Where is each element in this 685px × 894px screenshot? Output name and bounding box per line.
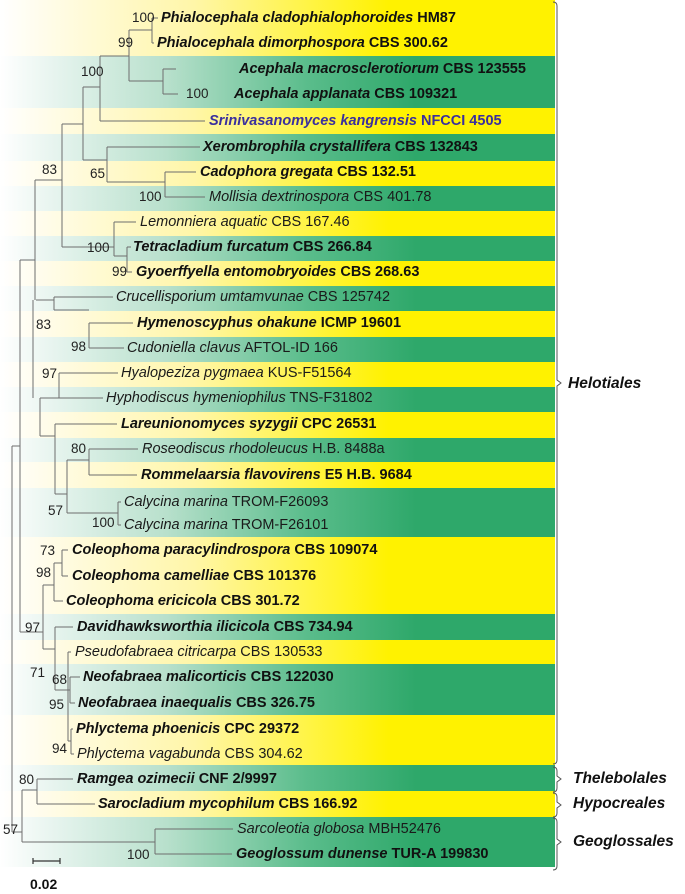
support-value: 71 bbox=[30, 665, 46, 680]
strain-id: CBS 268.63 bbox=[336, 264, 420, 280]
taxon-label bbox=[72, 567, 316, 585]
support-value: 97 bbox=[42, 366, 58, 381]
support-value: 100 bbox=[81, 64, 104, 79]
species-name: Acephala applanata bbox=[234, 86, 371, 102]
taxon-label bbox=[121, 364, 352, 382]
species-name: Lareunionomyces syzygii bbox=[121, 416, 298, 432]
taxon-label bbox=[116, 288, 390, 306]
strain-id: KUS-F51564 bbox=[263, 365, 352, 381]
support-value: 100 bbox=[127, 847, 150, 862]
species-name: Srinivasanomyces kangrensis bbox=[209, 113, 417, 129]
order-label-hypocreales: Hypocreales bbox=[573, 795, 666, 812]
species-name: Phialocephala cladophialophoroides bbox=[161, 10, 414, 26]
taxon-label bbox=[161, 9, 456, 27]
species-name: Phlyctema phoenicis bbox=[76, 721, 221, 737]
taxon-label bbox=[141, 466, 412, 484]
strain-id: NFCCI 4505 bbox=[416, 113, 502, 129]
species-name: Hyalopeziza pygmaea bbox=[121, 365, 264, 381]
strain-id: CBS 122030 bbox=[246, 669, 334, 685]
scale-bar-label: 0.02 bbox=[30, 876, 58, 892]
taxon-label bbox=[98, 795, 358, 813]
species-name: Phialocephala dimorphospora bbox=[157, 35, 365, 51]
taxon-label bbox=[124, 516, 328, 534]
strain-id: CBS 326.75 bbox=[231, 695, 315, 711]
support-value: 57 bbox=[48, 503, 64, 518]
support-value: 83 bbox=[36, 317, 52, 332]
support-value: 80 bbox=[19, 772, 35, 787]
order-label-geoglossales: Geoglossales bbox=[573, 833, 674, 850]
strain-id: CBS 304.62 bbox=[220, 746, 303, 762]
species-name: Hyphodiscus hymeniophilus bbox=[106, 390, 286, 406]
support-value: 57 bbox=[3, 822, 19, 837]
species-name: Geoglossum dunense bbox=[236, 846, 388, 862]
support-value: 100 bbox=[132, 10, 155, 25]
support-value: 100 bbox=[87, 240, 110, 255]
taxon-label bbox=[66, 592, 300, 610]
species-name: Calycina marina bbox=[124, 494, 228, 510]
species-name: Crucellisporium umtamvunae bbox=[116, 289, 304, 305]
species-name: Ramgea ozimecii bbox=[77, 771, 195, 787]
species-name: Hymenoscyphus ohakune bbox=[137, 315, 317, 331]
order-bracket bbox=[553, 818, 561, 870]
order-bracket bbox=[553, 793, 561, 817]
strain-id: CBS 166.92 bbox=[274, 796, 358, 812]
taxon-label bbox=[83, 668, 334, 686]
species-name: Cudoniella clavus bbox=[127, 340, 241, 356]
species-name: Neofabraea malicorticis bbox=[83, 669, 247, 685]
strain-id: CBS 167.46 bbox=[267, 214, 350, 230]
species-name: Mollisia dextrinospora bbox=[209, 189, 350, 205]
taxon-label bbox=[142, 440, 385, 458]
order-label-thelebolales: Thelebolales bbox=[573, 770, 667, 787]
strain-id: TROM-F26101 bbox=[227, 517, 329, 533]
support-value: 98 bbox=[71, 339, 87, 354]
strain-id: CBS 266.84 bbox=[288, 239, 372, 255]
strain-id: CBS 125742 bbox=[303, 289, 391, 305]
strain-id: AFTOL-ID 166 bbox=[240, 340, 338, 356]
support-value: 100 bbox=[186, 86, 209, 101]
species-name: Acephala macrosclerotiorum bbox=[239, 61, 439, 77]
species-name: Gyoerffyella entomobryoides bbox=[136, 264, 337, 280]
support-value: 100 bbox=[139, 189, 162, 204]
strain-id: CBS 132.51 bbox=[332, 164, 416, 180]
support-value: 80 bbox=[71, 441, 87, 456]
taxon-label bbox=[78, 694, 315, 712]
support-value: 68 bbox=[52, 672, 68, 687]
strain-id: ICMP 19601 bbox=[316, 315, 402, 331]
species-name: Calycina marina bbox=[124, 517, 228, 533]
species-name: Tetracladium furcatum bbox=[133, 239, 289, 255]
strain-id: CBS 101376 bbox=[229, 568, 317, 584]
taxon-label bbox=[77, 618, 353, 636]
order-label-helotiales: Helotiales bbox=[568, 375, 642, 392]
taxon-label bbox=[237, 820, 441, 838]
species-name: Pseudofabraea citricarpa bbox=[75, 644, 237, 660]
strain-id: CPC 26531 bbox=[297, 416, 377, 432]
support-value: 98 bbox=[36, 565, 52, 580]
strain-id: HM87 bbox=[413, 10, 456, 26]
taxon-label bbox=[127, 339, 338, 357]
support-value: 94 bbox=[52, 741, 68, 756]
species-name: Phlyctema vagabunda bbox=[77, 746, 221, 762]
taxon-label bbox=[140, 213, 350, 231]
support-value: 95 bbox=[49, 697, 65, 712]
species-name: Rommelaarsia flavovirens bbox=[141, 467, 321, 483]
species-name: Xerombrophila crystallifera bbox=[203, 139, 391, 155]
strain-id: CBS 123555 bbox=[438, 61, 526, 77]
support-value: 83 bbox=[42, 162, 58, 177]
support-value: 99 bbox=[118, 35, 134, 50]
taxon-label bbox=[76, 720, 299, 738]
strain-id: CBS 109321 bbox=[370, 86, 458, 102]
strain-id: CBS 300.62 bbox=[364, 35, 448, 51]
species-name: Neofabraea inaequalis bbox=[78, 695, 232, 711]
taxon-label bbox=[124, 493, 328, 511]
species-name: Roseodiscus rhodoleucus bbox=[142, 441, 309, 457]
strain-id: MBH52476 bbox=[364, 821, 441, 837]
strain-id: CBS 109074 bbox=[290, 542, 378, 558]
species-name: Coleophoma ericicola bbox=[66, 593, 217, 609]
support-value: 73 bbox=[40, 543, 56, 558]
taxon-label bbox=[75, 643, 322, 661]
taxon-label bbox=[72, 541, 377, 559]
strain-id: E5 H.B. 9684 bbox=[320, 467, 412, 483]
taxon-label bbox=[209, 112, 502, 130]
taxon-label bbox=[121, 415, 376, 433]
species-name: Lemonniera aquatic bbox=[140, 214, 268, 230]
scale-bar bbox=[33, 858, 60, 864]
support-value: 97 bbox=[25, 620, 41, 635]
order-bracket bbox=[553, 2, 561, 764]
species-name: Coleophoma paracylindrospora bbox=[72, 542, 291, 558]
species-name: Cadophora gregata bbox=[200, 164, 333, 180]
strain-id: CBS 401.78 bbox=[349, 189, 432, 205]
strain-id: TNS-F31802 bbox=[285, 390, 373, 406]
species-name: Coleophoma camelliae bbox=[72, 568, 230, 584]
support-value: 100 bbox=[92, 515, 115, 530]
taxon-label bbox=[236, 845, 489, 863]
scale-bar-line bbox=[33, 858, 60, 864]
support-value: 65 bbox=[90, 166, 106, 181]
taxon-label bbox=[137, 314, 401, 332]
strain-id: CBS 301.72 bbox=[216, 593, 300, 609]
support-value: 99 bbox=[112, 264, 128, 279]
taxon-label bbox=[133, 238, 372, 256]
species-name: Davidhawksworthia ilicicola bbox=[77, 619, 270, 635]
taxon-label bbox=[200, 163, 416, 181]
strain-id: TROM-F26093 bbox=[227, 494, 329, 510]
strain-id: CNF 2/9997 bbox=[194, 771, 277, 787]
taxon-label bbox=[77, 745, 303, 763]
strain-id: H.B. 8488a bbox=[308, 441, 385, 457]
species-name: Sarcoleotia globosa bbox=[237, 821, 365, 837]
strain-id: TUR-A 199830 bbox=[387, 846, 489, 862]
strain-id: CBS 734.94 bbox=[269, 619, 353, 635]
taxon-label bbox=[77, 770, 277, 788]
order-bracket bbox=[553, 767, 561, 792]
order-brackets bbox=[553, 2, 561, 870]
taxon-label bbox=[106, 389, 373, 407]
species-name: Sarocladium mycophilum bbox=[98, 796, 275, 812]
taxon-label bbox=[234, 85, 457, 103]
taxon-label bbox=[209, 188, 431, 206]
taxon-label bbox=[239, 60, 526, 78]
strain-id: CBS 130533 bbox=[236, 644, 323, 660]
taxon-label bbox=[136, 263, 419, 281]
taxon-label bbox=[203, 138, 478, 156]
taxon-label bbox=[157, 34, 448, 52]
strain-id: CBS 132843 bbox=[390, 139, 478, 155]
strain-id: CPC 29372 bbox=[220, 721, 300, 737]
